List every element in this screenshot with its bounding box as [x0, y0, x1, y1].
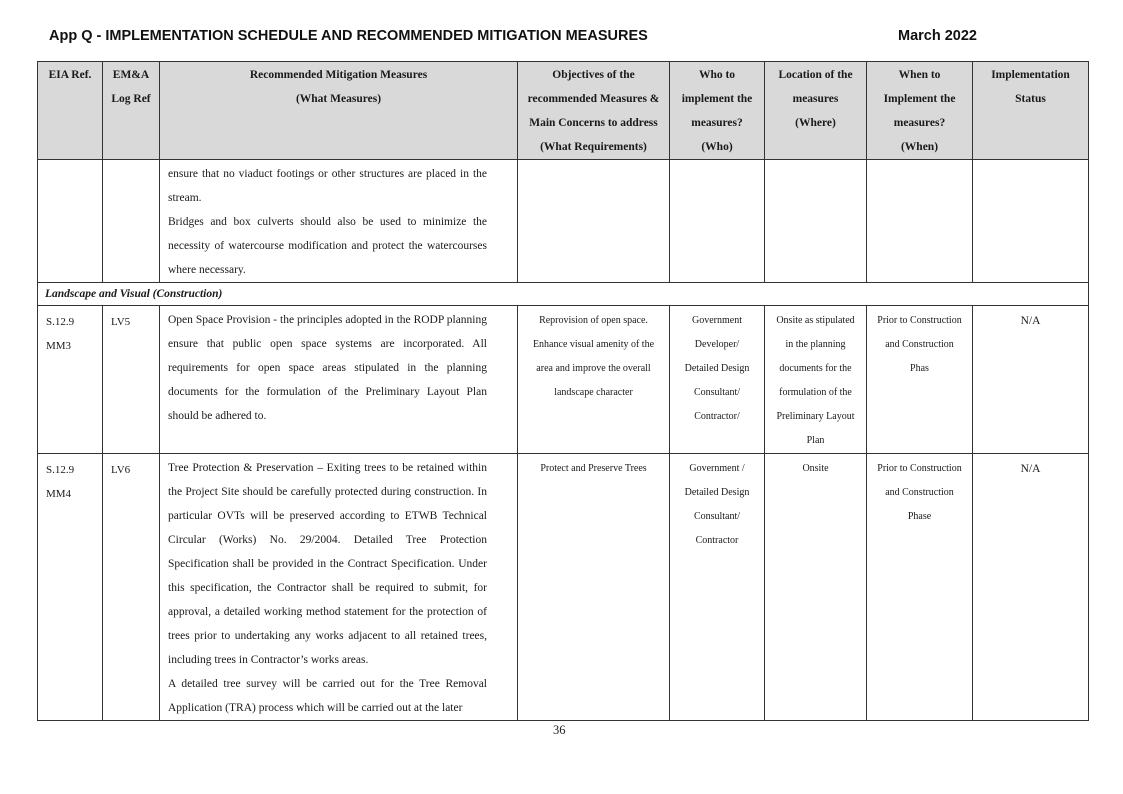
table-header-row [38, 62, 1089, 160]
column-header-log-ref [103, 62, 160, 160]
cell-line: Phase [907, 511, 932, 522]
cell-line: Onsite [802, 463, 829, 474]
column-header-where [765, 62, 867, 160]
cell-line: Reprovision of open space. [539, 315, 648, 326]
column-header-objectives [518, 62, 670, 160]
cell-eia-ref [38, 306, 103, 454]
eia-ref-line: S.12.9 [46, 464, 75, 476]
document-title: App Q - IMPLEMENTATION SCHEDULE AND RECOMMENDED MITIGATION MEASURES [49, 28, 648, 44]
cell-eia-ref [38, 454, 103, 721]
cell-line: Prior to Construction [877, 463, 962, 474]
cell-log-ref: LV6 [103, 454, 160, 721]
cell-line: Government [692, 315, 742, 326]
cell-line: documents for the [779, 363, 852, 374]
cell-line: Government / [689, 463, 745, 474]
cell-when [867, 454, 973, 721]
column-header-line: When to [898, 69, 941, 81]
cell-line: area and improve the overall [536, 363, 651, 374]
column-header-line: Who to [698, 69, 736, 81]
cell-when [867, 160, 973, 283]
implementation-schedule-table [37, 61, 1089, 721]
column-header-line: Main Concerns to address [529, 117, 658, 129]
cell-line: in the planning [785, 339, 846, 350]
cell-line: Consultant/ [693, 387, 741, 398]
cell-line: Plan [806, 435, 825, 446]
cell-where [765, 160, 867, 283]
page-number: 36 [553, 723, 566, 737]
column-header-line: (What Requirements) [540, 141, 647, 153]
document-date: March 2022 [898, 28, 977, 44]
measure-paragraph: Open Space Provision - the principles adopted in the RODP planning ensure that public open space systems are incorporated. All requirements for open space areas stipulated in the planning documents for the formulation of the Preliminary Layout Plan should be adhered to. [168, 314, 487, 422]
cell-who [670, 454, 765, 721]
section-heading-row [38, 283, 1089, 306]
cell-objectives [518, 160, 670, 283]
eia-ref-line: S.12.9 [46, 316, 75, 328]
column-header-line: Log Ref [111, 93, 151, 105]
column-header-line: (Who) [701, 141, 733, 153]
cell-line: Protect and Preserve Trees [540, 463, 647, 474]
cell-line: Prior to Construction [877, 315, 962, 326]
cell-line: and Construction [885, 339, 954, 350]
cell-line: Detailed Design [684, 363, 750, 374]
cell-line: Contractor/ [694, 411, 740, 422]
cell-line: Consultant/ [693, 511, 741, 522]
cell-line: landscape character [554, 387, 633, 398]
cell-line: formulation of the [779, 387, 852, 398]
column-header-line: Implementation [991, 69, 1070, 81]
cell-when [867, 306, 973, 454]
cell-objectives [518, 454, 670, 721]
column-header-line: recommended Measures & [527, 93, 660, 105]
column-header-line: Location of the [778, 69, 853, 81]
measure-paragraph: A detailed tree survey will be carried out for the Tree Removal Application (TRA) process which will be carried out at the later [168, 678, 487, 714]
column-header-line: (What Measures) [295, 93, 382, 105]
cell-line: Enhance visual amenity of the [532, 339, 655, 350]
cell-status [973, 160, 1089, 283]
column-header-line: measures [792, 93, 839, 105]
column-header-line: measures? [893, 117, 946, 129]
cell-eia-ref [38, 160, 103, 283]
cell-line: Developer/ [694, 339, 740, 350]
column-header-eia-ref [38, 62, 103, 160]
cell-status: N/A [973, 306, 1089, 454]
cell-who [670, 160, 765, 283]
cell-line: Contractor [695, 535, 739, 546]
column-header-line: Objectives of the [552, 69, 635, 81]
column-header-status [973, 62, 1089, 160]
table-row [38, 454, 1089, 721]
column-header-line: EM&A [112, 69, 150, 81]
cell-where [765, 454, 867, 721]
column-header-who [670, 62, 765, 160]
column-header-line: (Where) [795, 117, 836, 129]
column-header-line: (When) [900, 141, 939, 153]
section-heading: Landscape and Visual (Construction) [38, 283, 1089, 306]
cell-who [670, 306, 765, 454]
measure-paragraph: ensure that no viaduct footings or other structures are placed in the stream. [168, 168, 487, 204]
measure-paragraph: Tree Protection & Preservation – Exiting trees to be retained within the Project Site should be carefully protected during construction. In particular OVTs will be preserved according to ETWB Technical Circular (Works) No. 29/2004. Detailed Tree Protection Specification shall be provided in the Contract Specification. Under this specification, the Contractor shall be required to submit, for approval, a detailed working method statement for the protection of trees prior to undertaking any works adjacent to all retained trees, including trees in Contractor’s works areas. [168, 462, 487, 666]
column-header-line: EIA Ref. [48, 69, 92, 81]
cell-status: N/A [973, 454, 1089, 721]
cell-measures [160, 454, 518, 721]
cell-line: Preliminary Layout [776, 411, 855, 422]
table-row [38, 306, 1089, 454]
column-header-line: implement the [681, 93, 753, 105]
cell-objectives [518, 306, 670, 454]
cell-line: and Construction [885, 487, 954, 498]
cell-line: Detailed Design [684, 487, 750, 498]
cell-log-ref: LV5 [103, 306, 160, 454]
cell-measures [160, 306, 518, 454]
column-header-measures [160, 62, 518, 160]
column-header-when [867, 62, 973, 160]
column-header-line: Implement the [883, 93, 956, 105]
cell-where [765, 306, 867, 454]
cell-line: Onsite as stipulated [776, 315, 855, 326]
table-row-continuation [38, 160, 1089, 283]
column-header-line: Status [1015, 93, 1046, 105]
cell-line: Phas [910, 363, 929, 374]
column-header-line: Recommended Mitigation Measures [249, 69, 428, 81]
cell-log-ref [103, 160, 160, 283]
eia-ref-line: MM4 [46, 488, 72, 500]
measure-paragraph: Bridges and box culverts should also be used to minimize the necessity of watercourse modification and protect the watercourses where necessary. [168, 216, 487, 276]
column-header-line: measures? [691, 117, 743, 129]
eia-ref-line: MM3 [46, 340, 72, 352]
cell-measures [160, 160, 518, 283]
